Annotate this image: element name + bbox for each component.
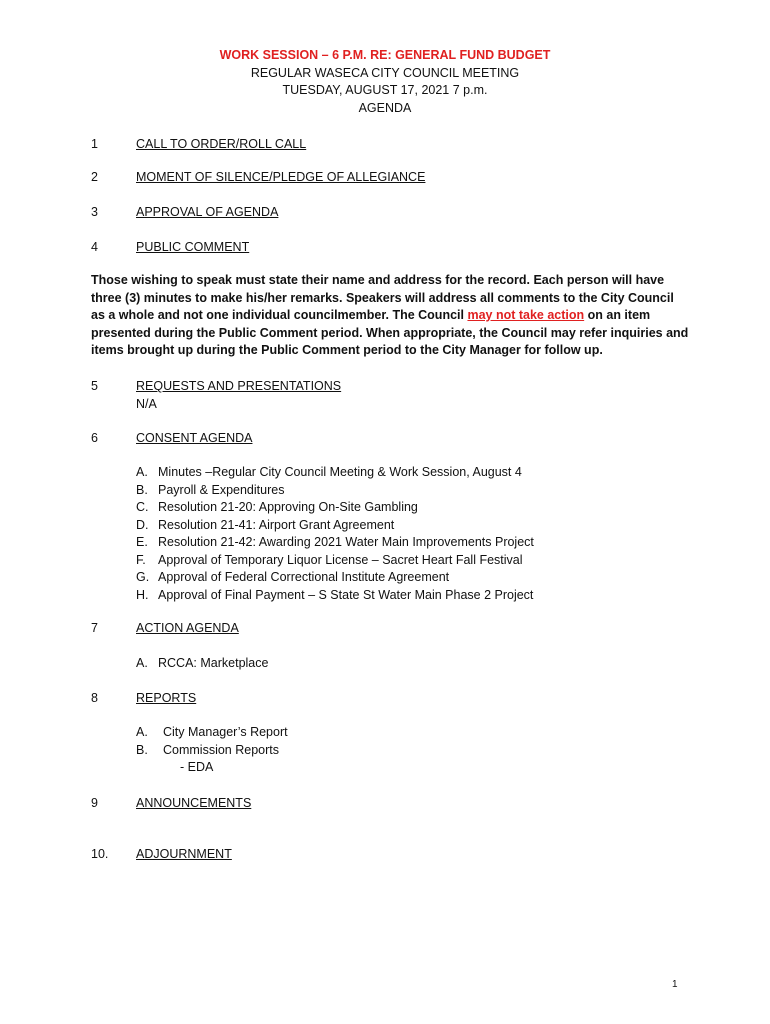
item-number: 3: [91, 205, 98, 219]
item-title: REQUESTS AND PRESENTATIONS: [136, 379, 342, 393]
item-number: 1: [91, 137, 98, 151]
item-subtext: N/A: [136, 396, 157, 411]
list-letter: E.: [136, 535, 148, 549]
public-comment-notice: [91, 272, 691, 360]
work-session-title: WORK SESSION – 6 P.M. RE: GENERAL FUND BUDGET: [219, 48, 551, 62]
list-text: Resolution 21-41: Airport Grant Agreement: [158, 517, 395, 532]
list-letter: G.: [136, 570, 150, 584]
list-text: Minutes –Regular City Council Meeting & Work Session, August 4: [158, 465, 522, 479]
public-comment-text-after: on an item presented during the Public Comment period. When appropriate, the Council may refer inquiries and items brought up during the Public Comment period to the City Manager for follow up.: [91, 308, 689, 357]
list-letter: C.: [136, 500, 149, 514]
agenda-header: [0, 47, 770, 117]
item-number: 7: [91, 621, 98, 635]
meeting-title: REGULAR WASECA CITY COUNCIL MEETING: [250, 65, 520, 80]
list-letter: B.: [136, 482, 148, 497]
item-title: ANNOUNCEMENTS: [136, 796, 252, 810]
list-letter: A.: [136, 725, 148, 739]
item-title: ACTION AGENDA: [136, 621, 239, 635]
list-letter: B.: [136, 742, 148, 757]
meeting-date: TUESDAY, AUGUST 17, 2021 7 p.m.: [282, 83, 488, 98]
list-text: City Manager’s Report: [163, 725, 288, 739]
list-text: Resolution 21-20: Approving On-Site Gambling: [158, 500, 418, 514]
list-letter: F.: [136, 552, 146, 567]
list-letter: A.: [136, 465, 148, 479]
list-text: RCCA: Marketplace: [158, 656, 269, 670]
page-number: 1: [672, 979, 678, 990]
public-comment-emphasis: may not take action: [467, 308, 585, 322]
item-title: PUBLIC COMMENT: [136, 240, 250, 254]
list-text: Payroll & Expenditures: [158, 482, 285, 497]
item-number: 2: [91, 170, 98, 184]
item-title: CALL TO ORDER/ROLL CALL: [136, 137, 307, 151]
public-comment-text-before: Those wishing to speak must state their name and address for the record. Each person will have three (3) minutes to make his/her remarks. Speakers will address all comments to the City Council as a whole and not one individual councilmember. The Council: [91, 273, 674, 322]
item-number: 5: [91, 379, 98, 393]
list-letter: H.: [136, 587, 149, 602]
item-number: 10.: [91, 847, 109, 861]
item-title: APPROVAL OF AGENDA: [136, 205, 279, 219]
list-text: Commission Reports: [163, 742, 280, 757]
item-title: CONSENT AGENDA: [136, 431, 253, 445]
list-text: Approval of Final Payment – S State St Water Main Phase 2 Project: [158, 587, 534, 602]
item-number: 9: [91, 796, 98, 810]
reports-subnote: - EDA: [180, 760, 214, 774]
list-letter: A.: [136, 656, 148, 670]
item-number: 6: [91, 431, 98, 445]
agenda-heading: AGENDA: [358, 100, 412, 115]
item-title: REPORTS: [136, 691, 197, 705]
item-title: ADJOURNMENT: [136, 847, 232, 861]
list-text: Approval of Federal Correctional Institute Agreement: [158, 570, 450, 584]
list-text: Approval of Temporary Liquor License – Sacret Heart Fall Festival: [158, 552, 523, 567]
list-letter: D.: [136, 517, 149, 532]
list-text: Resolution 21-42: Awarding 2021 Water Main Improvements Project: [158, 535, 534, 549]
item-number: 8: [91, 691, 98, 705]
item-number: 4: [91, 240, 98, 254]
item-title: MOMENT OF SILENCE/PLEDGE OF ALLEGIANCE: [136, 170, 426, 184]
